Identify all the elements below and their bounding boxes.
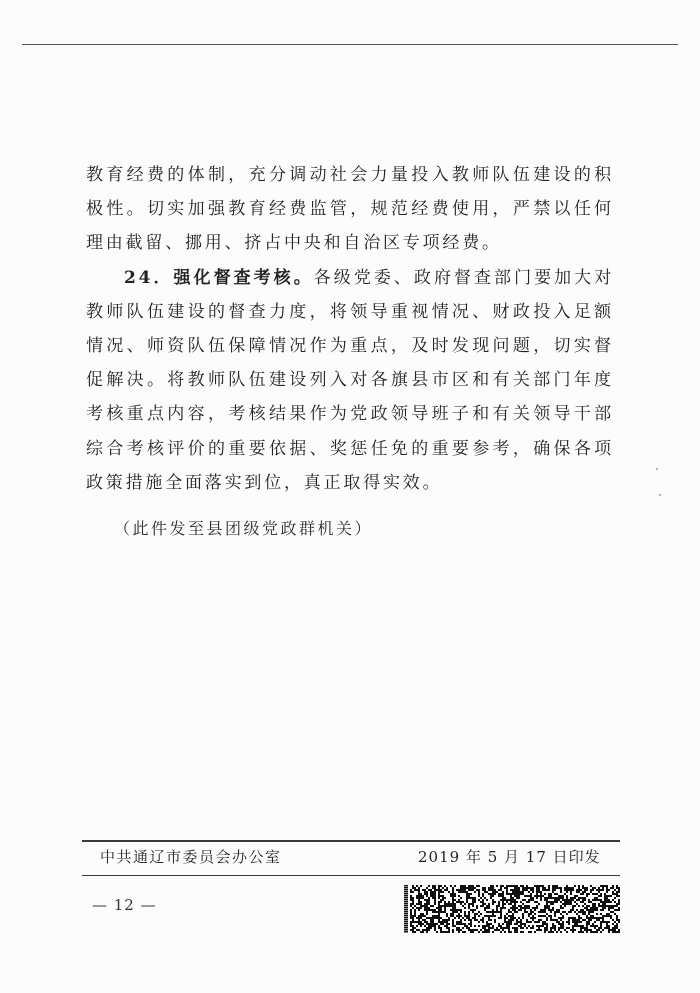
- scan-speck: [659, 494, 661, 496]
- page-number: — 12 —: [92, 896, 157, 914]
- document-body: [86, 158, 614, 500]
- issuing-office: 中共通辽市委员会办公室: [100, 848, 282, 866]
- footer-top-rule: [82, 840, 620, 842]
- distribution-note: （此件发至县团级党政群机关）: [114, 519, 374, 538]
- print-date: 2019 年 5 月 17 日印发: [418, 848, 601, 866]
- scan-speck: [656, 468, 658, 470]
- continued-paragraph: 教育经费的体制，充分调动社会力量投入教师队伍建设的积极性。切实加强教育经费监管，规范经费使用，严禁以任何理由截留、挪用、挤占中央和自治区专项经费。: [86, 165, 614, 254]
- barcode-image: [404, 885, 620, 933]
- top-rule: [22, 44, 678, 45]
- section-24-paragraph: [86, 261, 614, 500]
- section-24-text: 各级党委、政府督查部门要加大对教师队伍建设的督查力度，将领导重视情况、财政投入足额情况、师资队伍保障情况作为重点，及时发现问题，切实督促解决。将教师队伍建设列入对各旗县市区和有关部门年度考核重点内容，考核结果作为党政领导班子和有关领导干部综合考核评价的重要依据、奖惩任免的重要参考，确保各项政策措施全面落实到位，真正取得实效。: [86, 267, 614, 493]
- footer-bottom-rule: [82, 875, 620, 876]
- section-24-heading: 24．强化督查考核。: [124, 267, 314, 288]
